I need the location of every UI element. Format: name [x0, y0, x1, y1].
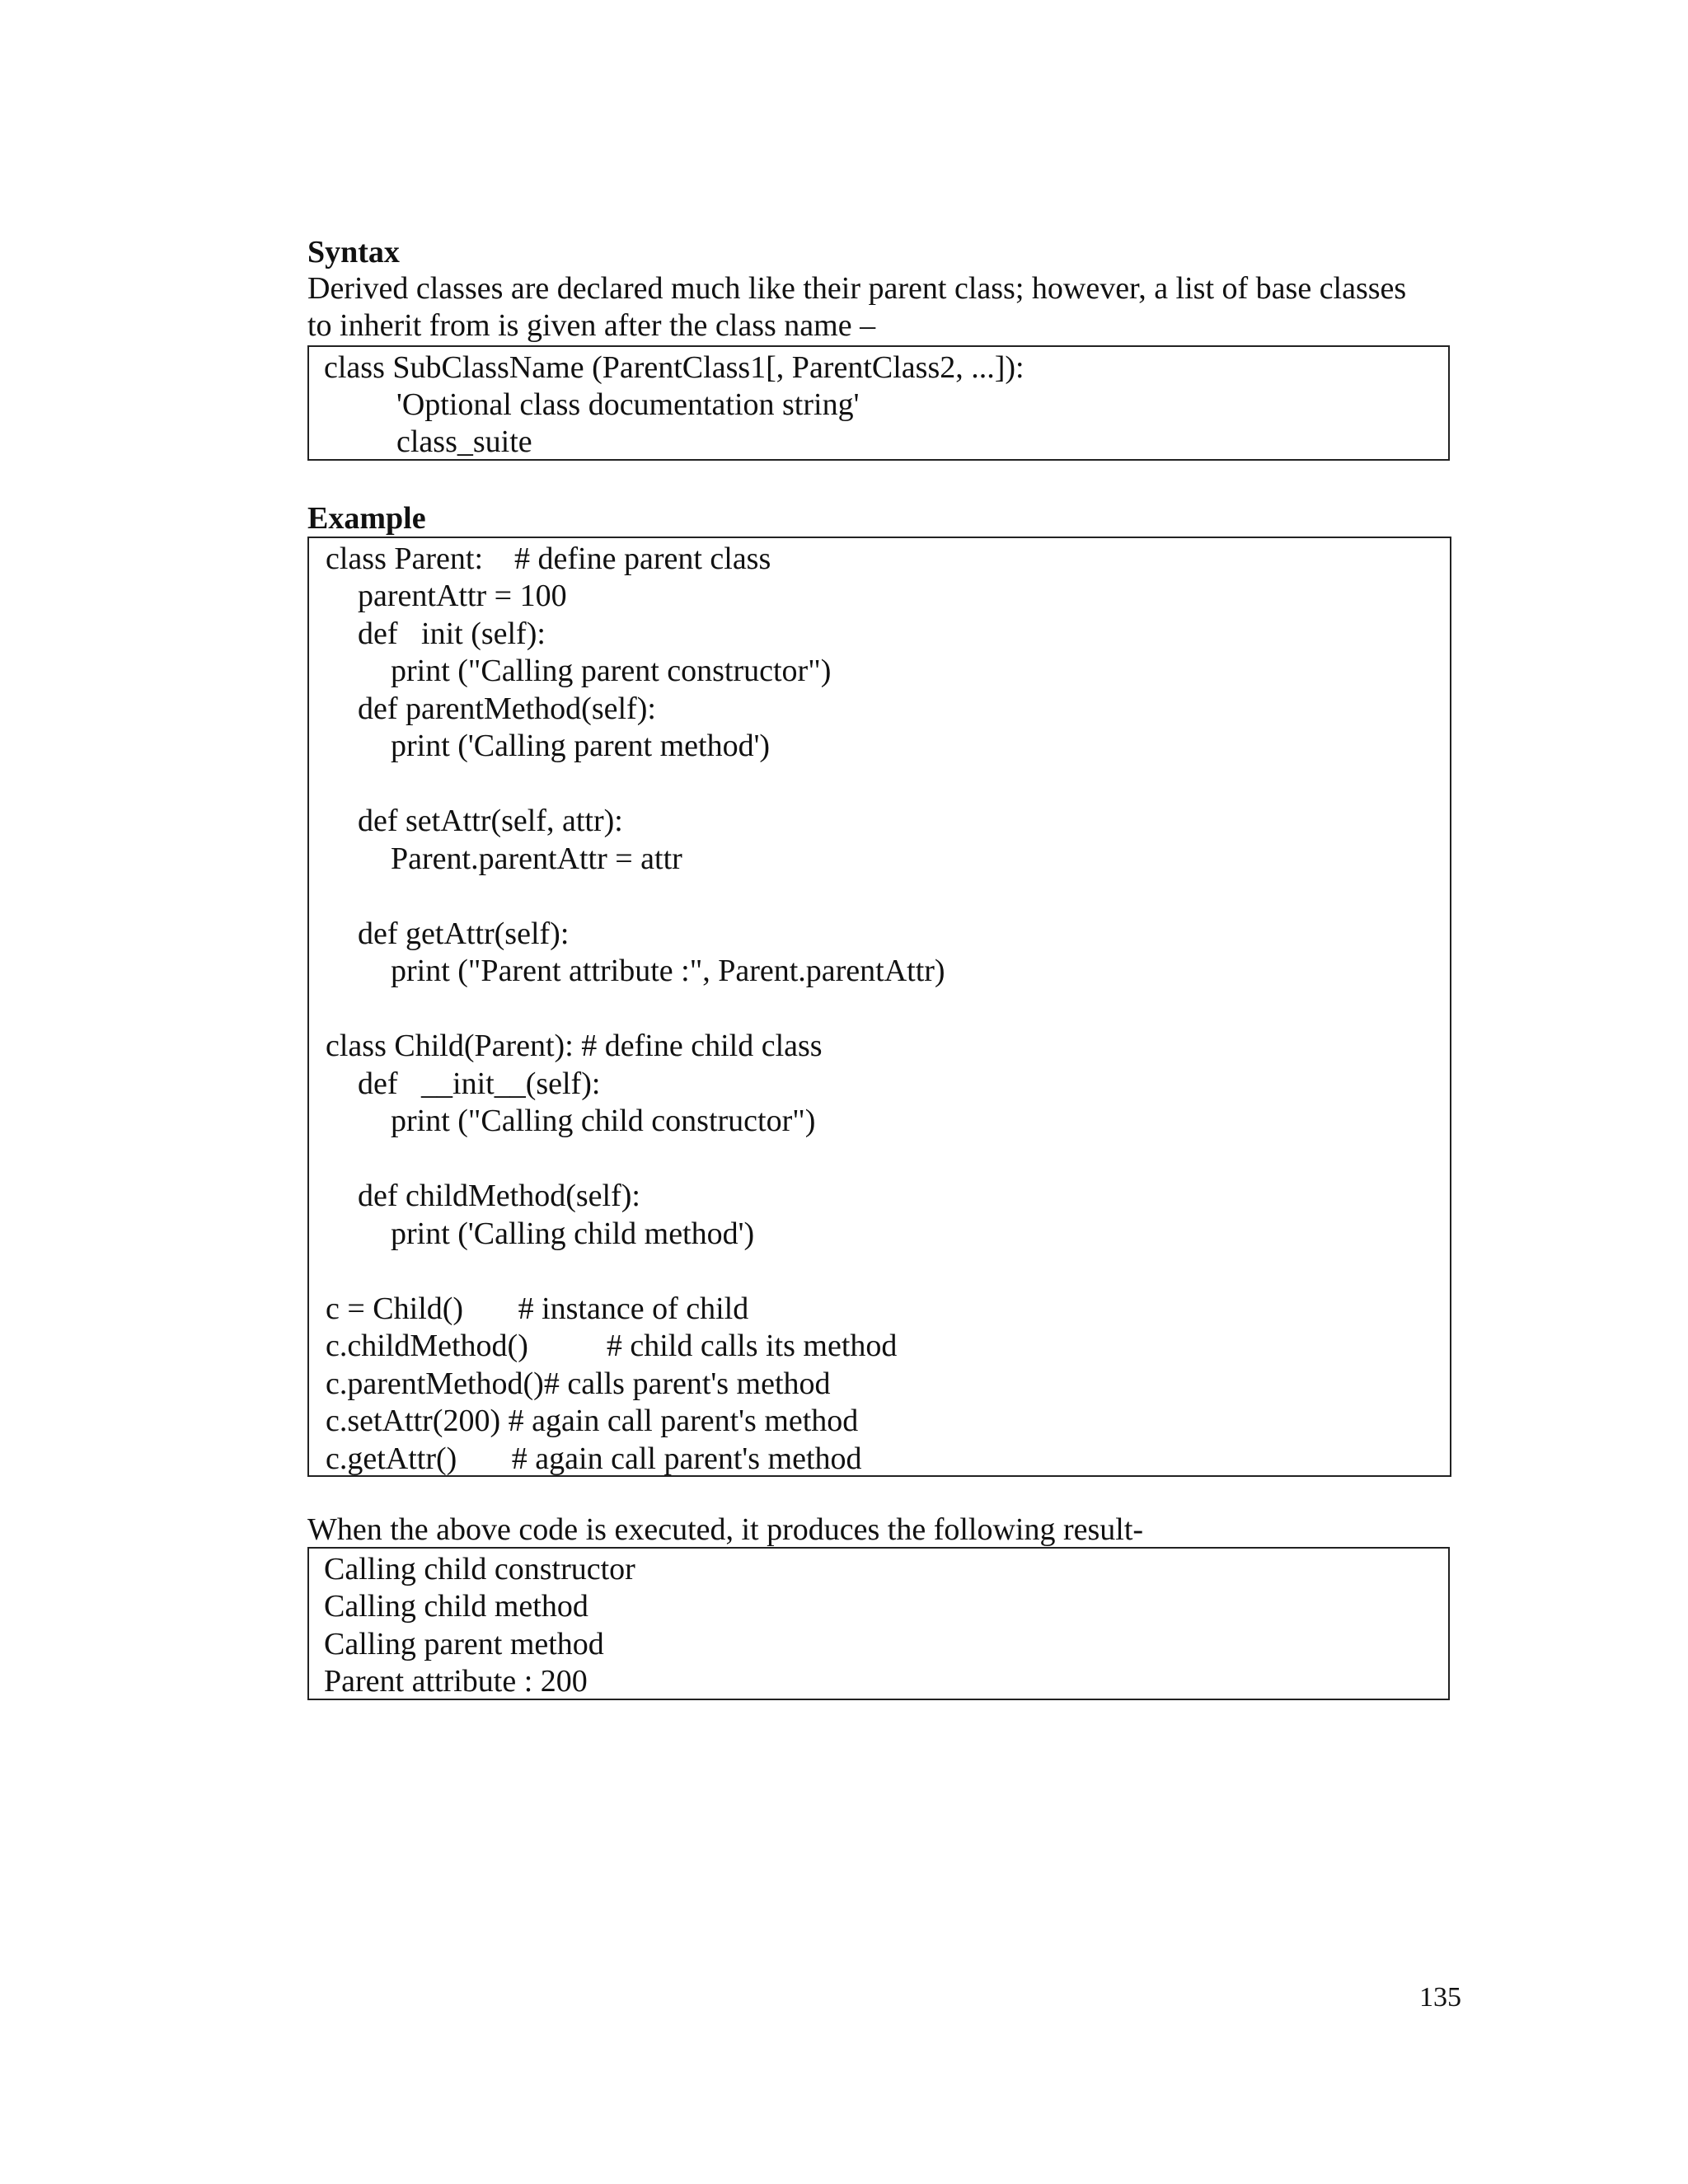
- example-code-line: print ('Calling parent method'): [391, 729, 771, 763]
- example-code-line: c.childMethod() # child calls its method: [326, 1329, 898, 1363]
- example-code-line: def __init__(self):: [358, 1066, 601, 1101]
- syntax-code-line: class SubClassName (ParentClass1[, ParentClass2, ...]):: [324, 350, 1025, 385]
- example-code-line: c.parentMethod()# calls parent's method: [326, 1366, 831, 1401]
- example-code-line: parentAttr = 100: [358, 579, 567, 613]
- example-code-line: def childMethod(self):: [358, 1179, 640, 1213]
- result-line: Calling child constructor: [324, 1552, 635, 1586]
- syntax-intro-line-1: Derived classes are declared much like their parent class; however, a list of base classes: [307, 271, 1407, 306]
- syntax-code-line: 'Optional class documentation string': [396, 387, 860, 422]
- syntax-intro-line-2: to inherit from is given after the class name –: [307, 308, 876, 343]
- syntax-code-box: [307, 345, 1450, 461]
- result-output-box: [307, 1547, 1450, 1700]
- example-code-line: class Parent: # define parent class: [326, 541, 771, 576]
- example-code-line: c = Child() # instance of child: [326, 1291, 749, 1326]
- example-code-line: def setAttr(self, attr):: [358, 804, 623, 838]
- result-line: Parent attribute : 200: [324, 1664, 588, 1699]
- result-line: Calling child method: [324, 1589, 588, 1624]
- example-code-line: print ('Calling child method'): [391, 1216, 755, 1251]
- example-code-line: print ("Calling child constructor"): [391, 1104, 816, 1138]
- page-number: 135: [1419, 1982, 1461, 2013]
- example-code-line: print ("Calling parent constructor"): [391, 654, 832, 688]
- example-code-line: def getAttr(self):: [358, 916, 570, 951]
- example-code-line: def parentMethod(self):: [358, 691, 656, 726]
- example-code-line: class Child(Parent): # define child class: [326, 1029, 823, 1063]
- syntax-heading: Syntax: [307, 235, 400, 269]
- example-code-line: c.setAttr(200) # again call parent's method: [326, 1404, 859, 1438]
- example-code-line: c.getAttr() # again call parent's method: [326, 1441, 862, 1476]
- example-code-box: [307, 537, 1451, 1477]
- example-code-line: Parent.parentAttr = attr: [391, 841, 682, 876]
- example-heading: Example: [307, 501, 426, 536]
- example-code-line: def init (self):: [358, 616, 546, 651]
- example-code-line: print ("Parent attribute :", Parent.parentAttr): [391, 954, 945, 988]
- syntax-code-line: class_suite: [396, 424, 532, 459]
- result-intro: When the above code is executed, it produces the following result-: [307, 1512, 1144, 1547]
- result-line: Calling parent method: [324, 1627, 604, 1661]
